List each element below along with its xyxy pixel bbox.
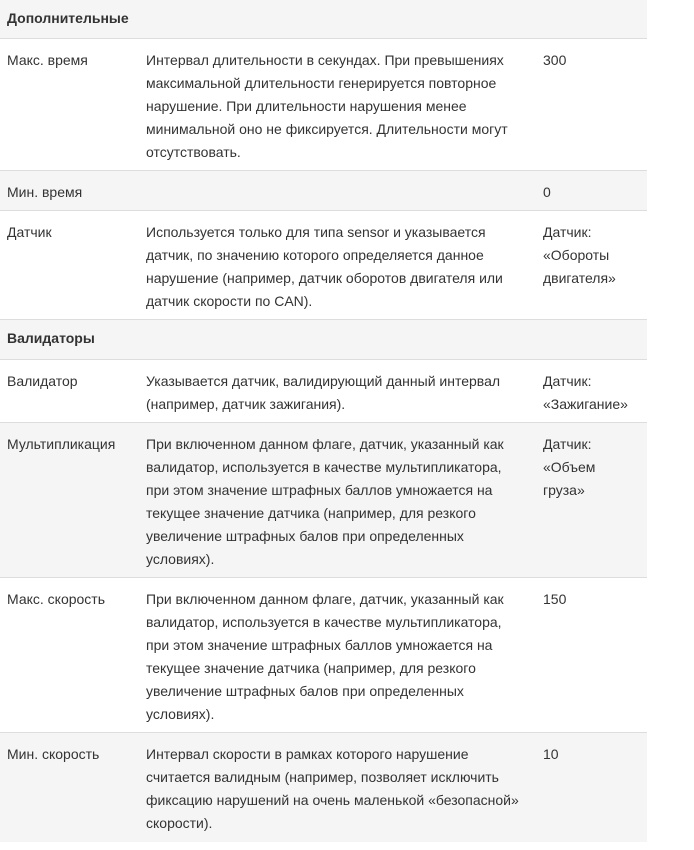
table-row — [0, 732, 647, 842]
section-header-validators — [0, 319, 647, 359]
description-line: Используется только для типа sensor и указывается — [146, 224, 486, 240]
description-line: отсутствовать. — [146, 144, 241, 160]
table-row — [0, 38, 647, 170]
table-row — [0, 210, 647, 319]
param-name: Мин. время — [7, 184, 83, 200]
description-line: Интервал длительности в секундах. При превышениях — [146, 52, 504, 68]
value-line: груза» — [543, 482, 585, 498]
description-line: текущее значение датчика (например, для резкого — [146, 660, 476, 676]
description-line: нарушение (например, датчик оборотов двигателя или — [146, 270, 503, 286]
value-line: 300 — [543, 52, 567, 68]
value-line: Датчик: — [543, 224, 592, 240]
value-line: «Объем — [543, 459, 596, 475]
description-line: при этом значение штрафных баллов умножается на — [146, 637, 493, 653]
value-line: 150 — [543, 591, 567, 607]
param-name: Мин. скорость — [7, 746, 100, 762]
value-line: 10 — [543, 746, 559, 762]
param-name: Датчик — [7, 224, 52, 240]
param-name: Мультипликация — [7, 436, 116, 452]
param-description — [146, 360, 543, 422]
param-description — [146, 733, 543, 842]
param-value — [543, 39, 638, 170]
description-line: датчик скорости по CAN). — [146, 293, 313, 309]
param-name: Валидатор — [7, 373, 78, 389]
param-description — [146, 578, 543, 732]
param-value — [543, 733, 638, 842]
param-description — [146, 171, 543, 210]
description-line: нарушение. При длительности нарушения менее — [146, 98, 467, 114]
description-line: увеличение штрафных балов при определенных — [146, 528, 464, 544]
description-line: датчик, по значению которого определяется данное — [146, 247, 484, 263]
description-line: валидатор, используется в качестве мультипликатора, — [146, 459, 502, 475]
param-value — [543, 423, 638, 577]
param-value — [543, 211, 638, 319]
param-description — [146, 211, 543, 319]
description-line: текущее значение датчика (например, для резкого — [146, 505, 476, 521]
param-name: Макс. время — [7, 52, 88, 68]
param-value — [543, 578, 638, 732]
section-header-additional — [0, 0, 647, 38]
param-value — [543, 171, 638, 210]
table-row — [0, 577, 647, 732]
description-line: условиях). — [146, 706, 215, 722]
table-row — [0, 170, 647, 210]
description-line: Интервал скорости в рамках которого нарушение — [146, 746, 469, 762]
section-title: Валидаторы — [7, 330, 95, 346]
value-line: 0 — [543, 184, 551, 200]
value-line: «Обороты — [543, 247, 610, 263]
description-line: (например, датчик зажигания). — [146, 396, 346, 412]
param-description — [146, 423, 543, 577]
param-name: Макс. скорость — [7, 591, 106, 607]
description-line: при этом значение штрафных баллов умножается на — [146, 482, 493, 498]
param-description — [146, 39, 543, 170]
description-line: скорости). — [146, 815, 213, 831]
description-line: увеличение штрафных балов при определенных — [146, 683, 464, 699]
description-line: При включенном данном флаге, датчик, указанный как — [146, 591, 504, 607]
description-line: максимальной длительности генерируется повторное — [146, 75, 497, 91]
value-line: двигателя» — [543, 270, 616, 286]
section-title: Дополнительные — [7, 10, 129, 26]
value-line: Датчик: — [543, 373, 592, 389]
description-line: считается валидным (например, позволяет исключить — [146, 769, 499, 785]
description-line: фиксацию нарушений на очень маленькой «безопасной» — [146, 792, 519, 808]
param-value — [543, 360, 638, 422]
description-line: При включенном данном флаге, датчик, указанный как — [146, 436, 504, 452]
description-line: валидатор, используется в качестве мультипликатора, — [146, 614, 502, 630]
value-line: Датчик: — [543, 436, 592, 452]
description-line: условиях). — [146, 551, 215, 567]
table-row — [0, 359, 647, 422]
table-row — [0, 422, 647, 577]
value-line: «Зажигание» — [543, 396, 628, 412]
description-line: минимальной оно не фиксируется. Длительности могут — [146, 121, 508, 137]
description-line: Указывается датчик, валидирующий данный интервал — [146, 373, 501, 389]
